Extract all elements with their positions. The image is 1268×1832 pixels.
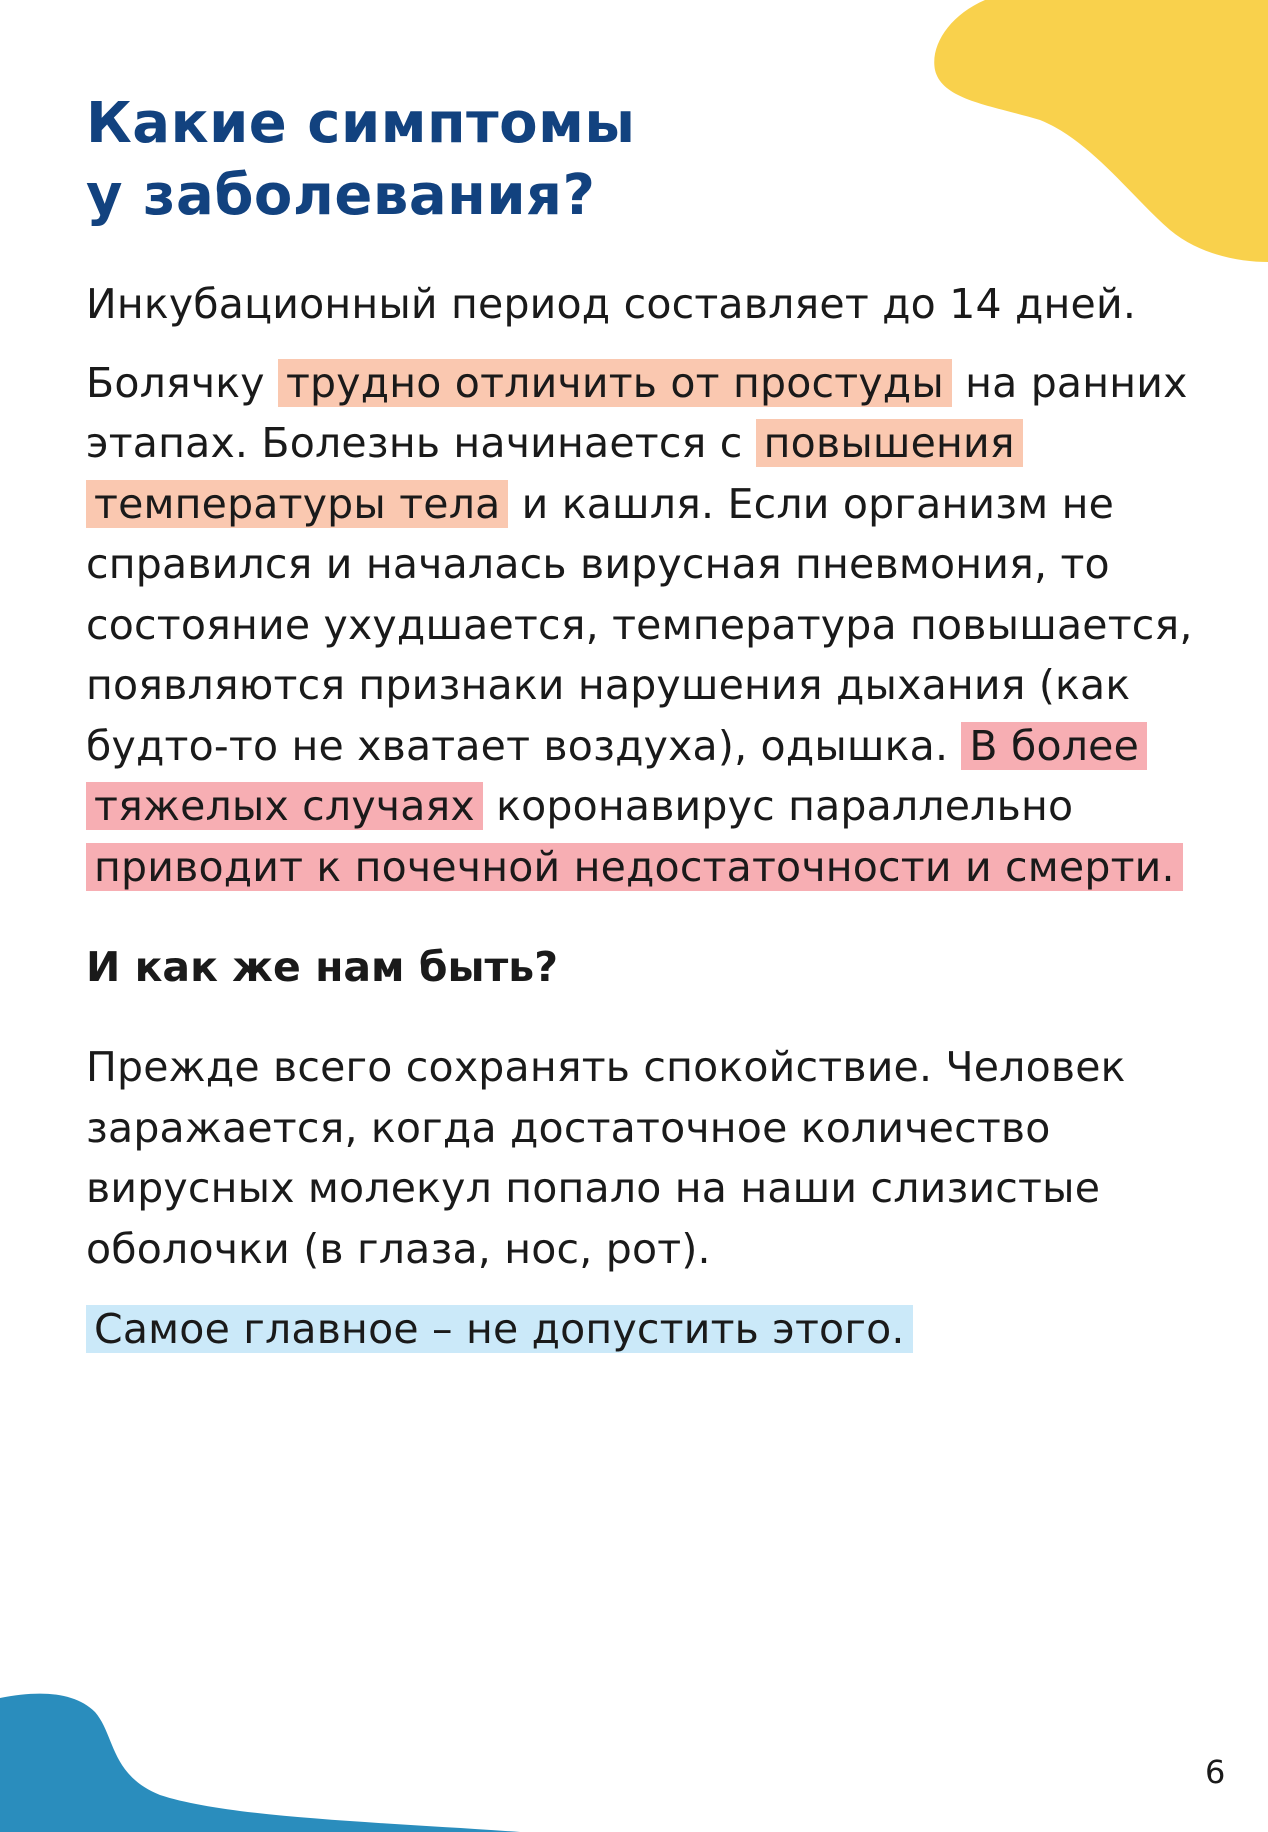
section-subtitle: И как же нам быть? (86, 943, 559, 991)
main-point-paragraph (86, 1299, 1196, 1360)
symptoms-paragraph (86, 353, 1196, 898)
highlight-kidney-failure: приводит к почечной недостаточности и смерти. (86, 843, 1183, 891)
symptoms-text-2: на ранних этапах. Болезнь начинается с (86, 358, 1188, 467)
page-number: 6 (1205, 1753, 1226, 1791)
page-title-line-1: Какие симптомы (86, 91, 636, 156)
symptoms-text-3: и кашля. Если организм не справился и началась вирусная пневмония, то состояние ухудшается, температура повышается, появляются признаки нарушения дыхания (как будто-то не хватает воздуха), одышка. (86, 479, 1193, 770)
incubation-paragraph: Инкубационный период составляет до 14 дней. (86, 280, 1137, 328)
highlight-severe-cases: В более тяжелых случаях (86, 722, 1147, 831)
page-title (86, 88, 1196, 232)
symptoms-text-4: коронавирус параллельно (482, 782, 1074, 830)
blue-blob-bottom-left (0, 1694, 520, 1832)
symptoms-text-1: Болячку (86, 358, 278, 407)
advice-paragraph: Прежде всего сохранять спокойствие. Человек заражается, когда достаточное количество вирусных молекул попало на наши слизистые оболочки (в глаза, нос, рот). (86, 1043, 1126, 1273)
page-content (86, 88, 1196, 1360)
highlight-main-point: Самое главное – не допустить этого. (86, 1305, 913, 1353)
page-title-line-2: у заболевания? (86, 163, 596, 228)
highlight-hard-to-distinguish: трудно отличить от простуды (278, 359, 952, 407)
highlight-temperature-rise: повышения температуры тела (86, 419, 1023, 528)
